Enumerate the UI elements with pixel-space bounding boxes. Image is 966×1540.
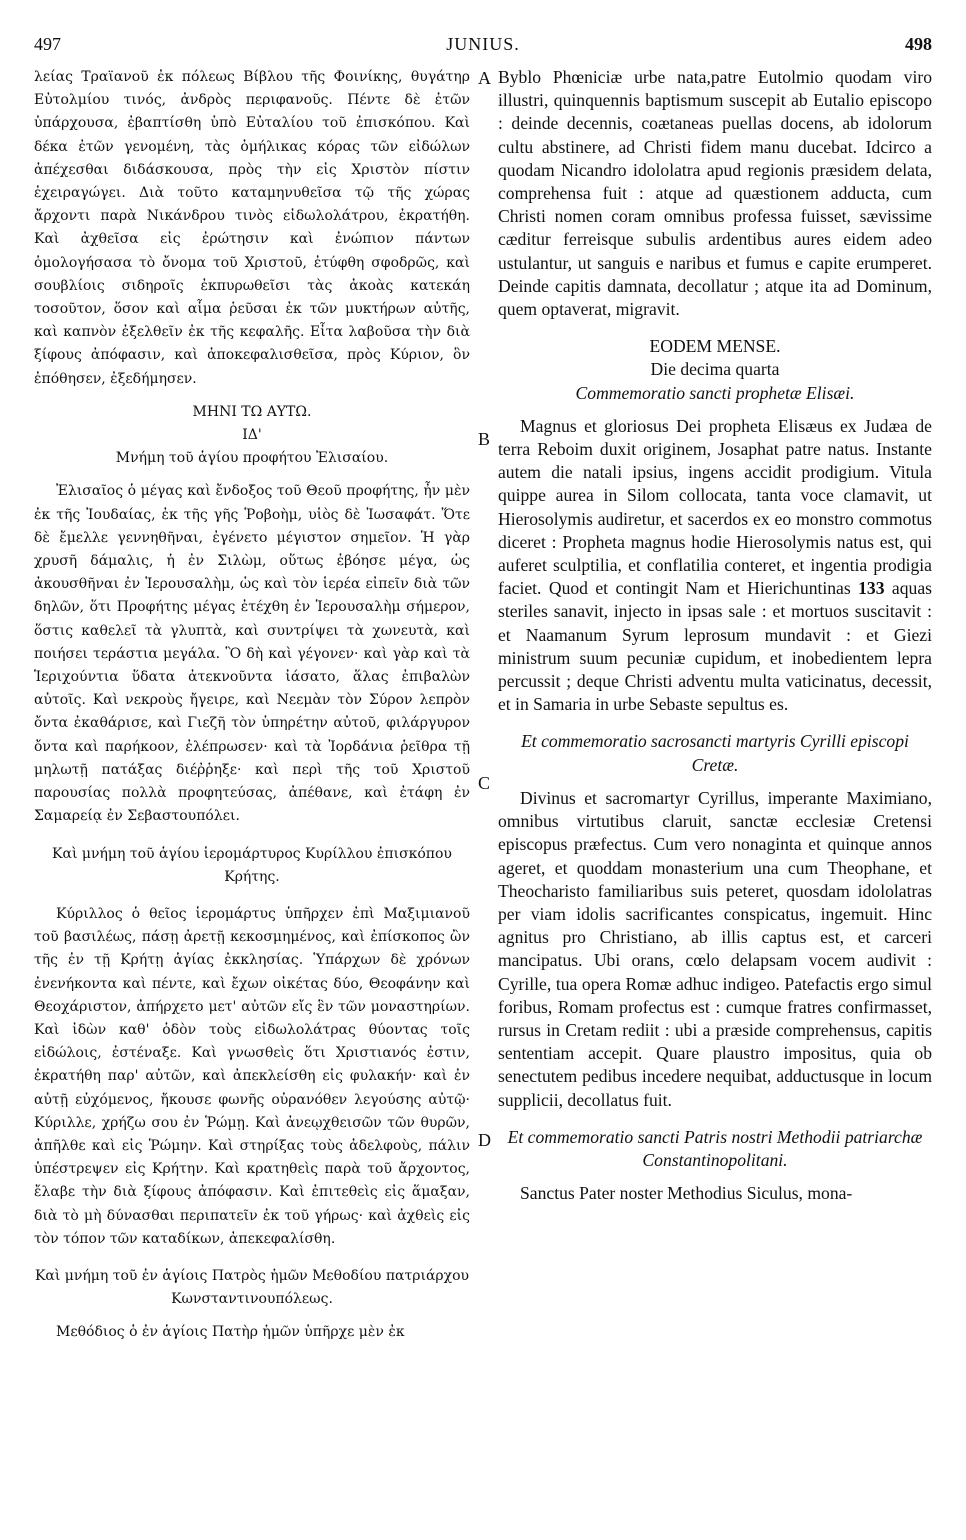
- page-header: [34, 34, 932, 60]
- margin-marker-b: B: [478, 429, 491, 449]
- latin-heading: EODEM MENSE.: [649, 336, 781, 357]
- greek-paragraph: Ἐλισαῖος ὁ μέγας καὶ ἔνδοξος τοῦ Θεοῦ προφήτης, ἦν μὲν ἐκ τῆς Ἰουδαίας, ἐκ τῆς γῆς Ῥοβοὴμ, υἱὸς δὲ Ἰωσαφάτ. Ὅτε δὲ ἔμελλε γεννηθῆναι, ἐγένετο μέγιστον σημεῖον. Ἡ γὰρ χρυσῆ δάμαλις, ἡ ἐν Σιλὼμ, οὕτως ἐβόησε μέγα, ὡς ἀκουσθῆναι ἐν Ἱερουσαλὴμ, ὡς καὶ τὸν ἱερέα εἰπεῖν διὰ τῶν δηλῶν, ὅτι Προφήτης μέγας ἐτέχθη ἐν Ἱερουσαλὴμ σήμερον, ὅστις καθελεῖ τὰ γλυπτὰ, καὶ συντρίψει τὰ χωνευτὰ, καὶ ποιήσει τεράστια μεγάλα. Ὃ δὴ καὶ γέγονεν· καὶ γὰρ καὶ τὰ Ἱεριχούντια ὕδατα ἀτεκνοῦντα ἰάσατο, ἅλας ἐπιβαλὼν αὐτοῖς. Καὶ νεκροὺς ἤγειρε, καὶ Νεεμὰν τὸν Σύρον λεπρὸν ὄντα ἐκαθάρισε, καὶ Γιεζῆ τὸν ὑπηρέτην αὐτοῦ, φιλάργυρον ὄντα καὶ παρήκοον, ἐλέπρωσεν· καὶ τὰ Ἰορδάνια ῥεῖθρα τῇ μηλωτῇ πατάξας διέῤῥηξε· καὶ περὶ τῆς τοῦ Χριστοῦ παρουσίας πολλὰ προφητεύσας, ἀπέθανε, καὶ ἐτάφη ἐν Σαμαρείᾳ ἐν Σεβαστουπόλει.: [34, 483, 470, 825]
- running-title: JUNIUS.: [446, 34, 520, 54]
- margin-number: 133: [858, 578, 885, 599]
- latin-heading: Die decima quarta: [650, 359, 780, 380]
- latin-column: [498, 66, 932, 1205]
- page-number-right: 498: [905, 34, 932, 54]
- latin-paragraph: Byblo Phœniciæ urbe nata,patre Eutolmio quodam viro illustri, quinquennis baptismum suscepit ab Eutalio episcopo : deinde decennis, coætaneas puellas docens, ab idolorum cultu abstinere, ad Christi fidem manu ducebat. Idcirco a quodam Nicandro idololatra apud regionis præsidem delata, comprehensa fuit : atque ad quæstionem adducta, cum Christi nomen coram omnibus professa fuisset, sævissime cæditur ferreisque subulis ardentibus aures eidem adeo ustulantur, ut sanguis e naribus et fumus e capite erumperet. Deinde capitis damnata, decollatur ; atque ita ad Dominum, quem optaverat, migravit.: [498, 67, 932, 320]
- margin-marker-d: D: [478, 1130, 491, 1150]
- greek-heading: ΙΔ': [242, 427, 262, 444]
- greek-heading: ΜΗΝΙ ΤΩ ΑΥΤΩ.: [192, 403, 312, 420]
- margin-marker-c: C: [478, 773, 491, 793]
- greek-paragraph: λείας Τραϊανοῦ ἐκ πόλεως Βίβλου τῆς Φοινίκης, θυγάτηρ Εὐτολμίου τινός, ἀνδρὸς περιφανοῦς. Πέντε δὲ ἐτῶν ὑπάρχουσα, ἐβαπτίσθη ὑπὸ Εὐταλίου τοῦ ἐπισκόπου. Καὶ δέκα ἐτῶν γενομένη, τὰς ὁμήλικας κόρας τῶν εἰδώλων ἀπέχεσθαι διδάσκουσα, πρὸς τὴν εἰς Χριστὸν πίστιν ἐχειραγώγει. Διὰ τοῦτο καταμηνυθεῖσα τῷ τῆς χώρας ἄρχοντι παρὰ Νικάνδρου τινὸς εἰδωλολάτρου, ἐκρατήθη. Καὶ ἀχθεῖσα εἰς ἐρώτησιν καὶ ἐνώπιον πάντων ὁμολογήσασα τὸ ὄνομα τοῦ Χριστοῦ, ἐτύφθη σφοδρῶς, καὶ σουβλίοις σιδηροῖς ἐκπυρωθεῖσι τὰς ἀκοὰς κατεκάη τοσοῦτον, ὅσον καὶ αἷμα ῥεῦσαι ἐκ τῶν μυκτήρων αὐτῆς, καὶ καπνὸν ἐξελθεῖν ἐκ τῆς κεφαλῆς. Εἶτα λαβοῦσα τὴν διὰ ξίφους ἀπόφασιν, καὶ ἀποκεφαλισθεῖσα, πρὸς Κύριον, ὃν ἐπόθησεν, ἐξεδήμησεν.: [34, 69, 470, 387]
- greek-paragraph: Κύριλλος ὁ θεῖος ἱερομάρτυς ὑπῆρχεν ἐπὶ Μαξιμιανοῦ τοῦ βασιλέως, πάσῃ ἀρετῇ κεκοσμημένος, καὶ ἐπίσκοπος ὢν τῆς ἐν τῇ Κρήτῃ ἁγίας ἐκκλησίας. Ὑπάρχων δὲ χρόνων ἐνενήκοντα καὶ πέντε, καὶ ἔχων οἰκέτας δύο, Θεοφάνην καὶ Θεοχάριστον, ἀπήρχετο μετ' αὐτῶν εἴς ἓν τῶν μοναστηρίων. Καὶ ἰδὼν καθ' ὁδὸν τοὺς εἰδωλολάτρας θύοντας τοῖς εἰδώλοις, ἐστέναξε. Καὶ γνωσθεὶς ὅτι Χριστιανός ἐστιν, ἐκρατήθη παρ' αὐτῶν, καὶ ἀπεκλείσθη εἰς φυλακήν· καὶ ἐν αὐτῇ εὐχόμενος, ἤκουσε φωνῆς οὐρανόθεν λεγούσης αὐτῷ· Κύριλλε, χρήζω σου ἐν Ῥώμῃ. Καὶ ἀνεῳχθεισῶν τῶν θυρῶν, ἀπῆλθε καὶ εἰς Ῥώμην. Καὶ στηρίξας τοὺς ἀδελφοὺς, πάλιν ὑπέστρεψεν εἰς Κρήτην. Καὶ κρατηθεὶς παρὰ τοῦ ἄρχοντος, ἔλαβε τὴν διὰ ξίφους ἀπόφασιν. Καὶ ἐπιτεθεὶς εἰς ἅμαξαν, διὰ τὸ μὴ δύνασθαι περιπατεῖν ἐκ τοῦ γήρως· καὶ ἀχθεὶς εἰς τὸν τόπον τῶν καταδίκων, ἀπεκεφαλίσθη.: [34, 905, 470, 1247]
- greek-paragraph: Μεθόδιος ὁ ἐν ἁγίοις Πατὴρ ἡμῶν ὑπῆρχε μὲν ἐκ: [56, 1324, 405, 1341]
- greek-heading: Καὶ μνήμη τοῦ ἐν ἁγίοις Πατρὸς ἡμῶν Μεθοδίου πατριάρχου Κωνσταντινουπόλεως.: [34, 1267, 470, 1308]
- greek-column: [34, 66, 470, 1345]
- latin-text: aquas steriles sanavit, injecto in ipsas sale : et mortuos suscitavit : et Naamanum Syrum leprosum mundavit : et Giezi ministrum suum pecuniæ cupidum, et inobedientem lepra percussit ; deque Christi adventu multa vaticinatus, decessit, et in Samaria in urbe Sebaste sepultus es.: [498, 578, 932, 715]
- latin-text: Magnus et gloriosus Dei propheta Elisæus ex Judæa de terra Reboim duxit originem, Josaphat patre natus. Instante autem die natali ipsius, ingens accidit prodigium. Vitula quippe aurea in Silom collocata, tanta voce clamavit, ut Hierosolymis audiretur, et sacerdos ex eo monstro commotus diceret : Propheta magnus hodie Hierosolymis natus est, qui auferet sculptilia, et conflatilia conteret, et ingentia prodigia faciet. Quod et contingit Nam et Hierichuntinas: [498, 415, 932, 599]
- latin-heading: Et commemoratio sacrosancti martyris Cyrilli episcopi Cretæ.: [521, 731, 909, 775]
- greek-heading: Μνήμη τοῦ ἁγίου προφήτου Ἐλισαίου.: [115, 450, 389, 467]
- latin-paragraph: Divinus et sacromartyr Cyrillus, imperante Maximiano, omnibus virtutibus claruit, sanctæ ecclesiæ Cretensi episcopus præfectus. Cum vero nonaginta et quinque annos ageret, et quoddam monasterium una cum Theophane, et Theocharisto familiaribus suis peteret, quosdam idololatras per viam idolis sacrificantes conspicatus, ingemuit. Hinc agnitus pro Christiano, ab illis captus est, et carceri mancipatus. Ubi orans, cœlo delapsam vocem audivit : Cyrille, tua opera Romæ adhuc indigeo. Patefactis ergo simul foribus, Romam profectus est : cumque fratres confirmasset, rursus in Cretam rediit : ubi a præside comprehensus, capitis sententiam accepit. Quare plaustro impositus, quia ob senectutem pedibus incedere nequibat, adductusque in locum supplicii, decollatus fuit.: [498, 787, 932, 1110]
- latin-paragraph: Sanctus Pater noster Methodius Siculus, mona-: [520, 1183, 853, 1204]
- latin-heading: Et commemoratio sancti Patris nostri Methodii patriarchæ Constantinopolitani.: [507, 1126, 923, 1170]
- margin-marker-a: A: [478, 68, 491, 88]
- latin-heading: Commemoratio sancti prophetæ Elisæi.: [575, 382, 855, 403]
- page-number-left: 497: [34, 34, 61, 54]
- latin-paragraph: [498, 415, 932, 717]
- greek-heading: Καὶ μνήμη τοῦ ἁγίου ἱερομάρτυρος Κυρίλλου ἐπισκόπου Κρήτης.: [52, 845, 452, 885]
